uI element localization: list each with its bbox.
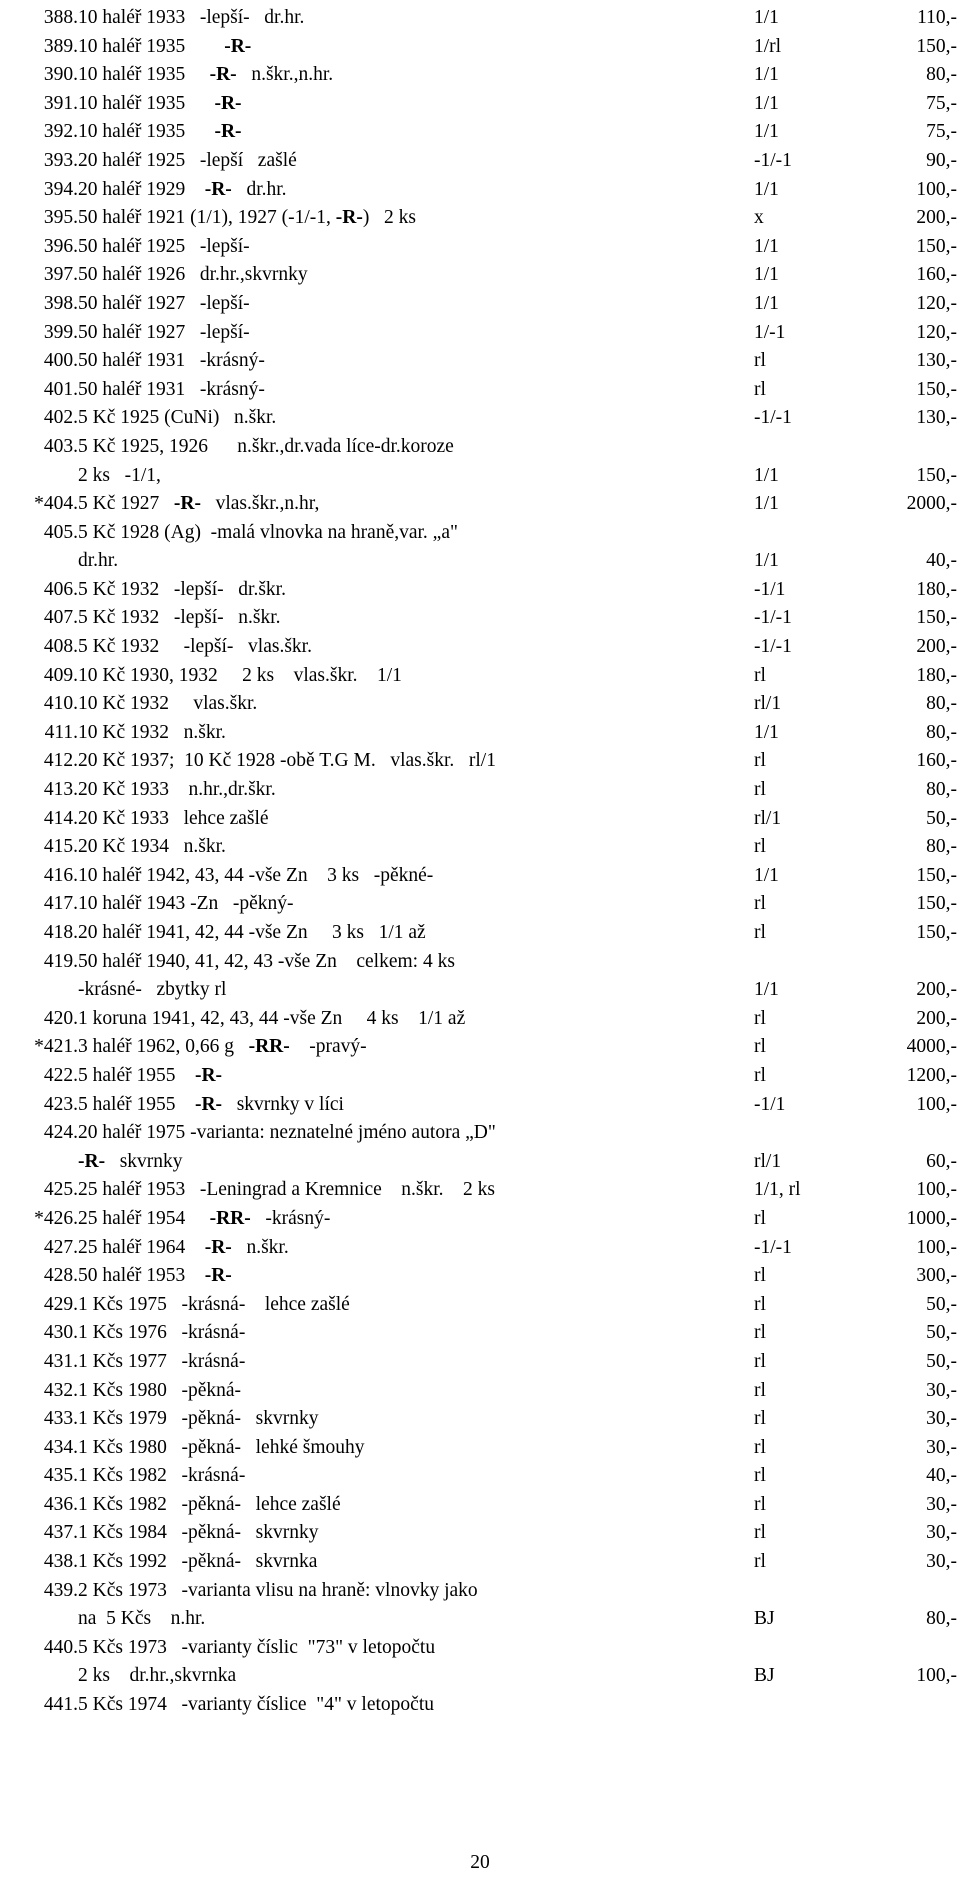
entry-price: 30,- [926,1408,957,1430]
entry-grade: 1/1 [754,121,779,143]
entry-description: 20 haléř 1975 -varianta: neznatelné jméno autora „D" [78,1122,496,1144]
catalog-entry [0,61,960,90]
entry-grade: x [754,207,764,229]
entry-grade: 1/1 [754,64,779,86]
entry-price: 60,- [926,1150,957,1172]
entry-description: 1 koruna 1941, 42, 43, 44 -vše Zn 4 ks 1/1 až [78,1007,466,1029]
entry-price: 100,- [916,1179,957,1201]
entry-grade: rl [754,664,766,686]
catalog-entry [0,1033,960,1062]
entry-description: 5 Kč 1932 -lepší- vlas.škr. [78,636,312,658]
entry-grade: rl [754,779,766,801]
entry-grade: rl [754,1522,766,1544]
entry-price: 2000,- [906,493,957,515]
entry-price: 90,- [926,149,957,171]
entry-grade: rl [754,922,766,943]
entry-description: 20 haléř 1925 -lepší zašlé [78,149,297,171]
catalog-entry [0,33,960,62]
entry-number: 388. [43,7,78,28]
entry-number: 415. [43,836,78,858]
catalog-entry [0,204,960,233]
page-number: 20 [470,1852,490,1873]
entry-grade: 1/1 [754,92,779,114]
entry-number: 436. [43,1493,78,1515]
entry-grade: 1/1 [754,235,779,257]
entry-price: 150,- [916,922,957,943]
entry-grade: rl [754,1207,766,1229]
entry-number: 440. [43,1636,78,1658]
catalog-entry [0,290,960,319]
entry-grade: 1/1, rl [754,1179,801,1201]
entry-price: 160,- [916,750,957,772]
entry-price: 30,- [926,1493,957,1515]
entry-price: 1200,- [906,1064,957,1086]
entry-number: 405. [43,521,78,543]
entry-description: 50 haléř 1931 -krásný- [78,378,265,400]
entry-description: -R- skvrnky [78,1150,183,1172]
entry-price: 40,- [926,1465,957,1487]
entry-description: 2 Kčs 1973 -varianta vlisu na hraně: vlnovky jako [78,1579,478,1601]
entry-grade: rl [754,350,766,372]
entry-price: 150,- [916,607,957,629]
entry-price: 4000,- [906,1036,957,1058]
catalog-entry [0,147,960,176]
entry-price: 200,- [916,207,957,229]
entry-description: 25 haléř 1964 -R- n.škr. [78,1236,289,1258]
entry-number: 412. [43,750,78,772]
entry-number: 437. [43,1522,78,1544]
entry-description: 3 haléř 1962, 0,66 g -RR- -pravý- [78,1036,367,1058]
entry-price: 40,- [926,550,957,572]
catalog-entry [0,833,960,862]
entry-number: 433. [43,1408,78,1430]
entry-description: 1 Kčs 1982 -pěkná- lehce zašlé [78,1493,341,1515]
entry-description: 1 Kčs 1975 -krásná- lehce zašlé [78,1293,350,1315]
catalog-entry [0,1462,960,1491]
entry-price: 1000,- [906,1207,957,1229]
catalog-entry [0,948,960,977]
entry-description: 5 Kč 1928 (Ag) -malá vlnovka na hraně,var. „a" [78,521,458,543]
entry-description: 1 Kčs 1980 -pěkná- [78,1379,241,1401]
catalog-entry [0,976,960,1005]
entry-description: 1 Kčs 1976 -krásná- [78,1322,246,1344]
catalog-entry [0,433,960,462]
entry-description: 5 Kč 1925 (CuNi) n.škr. [78,407,277,429]
entry-number: 425. [43,1179,78,1201]
entry-grade: rl/1 [754,807,782,829]
entry-description: 2 ks dr.hr.,skvrnka [78,1665,237,1687]
entry-description: 5 Kč 1932 -lepší- dr.škr. [78,578,286,600]
catalog-entry [0,604,960,633]
entry-description: 25 haléř 1953 -Leningrad a Kremnice n.škr. 2 ks [78,1179,495,1201]
entry-price: 200,- [916,979,957,1001]
entry-price: 80,- [926,721,957,743]
entry-grade: rl [754,1064,766,1086]
entry-grade: 1/1 [754,864,779,886]
entry-number: 390. [43,64,78,86]
entry-grade: rl [754,1265,766,1287]
entry-description: 1 Kčs 1992 -pěkná- skvrnka [78,1551,318,1573]
entry-grade: rl [754,1551,766,1573]
entry-grade: rl/1 [754,693,782,715]
catalog-entry [0,747,960,776]
entry-price: 50,- [926,1293,957,1315]
entry-price: 180,- [916,578,957,600]
catalog-entry [0,319,960,348]
entry-grade: -1/-1 [754,407,792,429]
catalog-entry [0,404,960,433]
entry-price: 80,- [926,836,957,858]
entry-grade: rl [754,1036,766,1058]
catalog-entry [0,1062,960,1091]
entry-grade: 1/1 [754,493,779,515]
entry-price: 80,- [926,64,957,86]
catalog-entry [0,261,960,290]
entry-number: 432. [43,1379,78,1401]
catalog-entry [0,547,960,576]
entry-description: 5 haléř 1955 -R- skvrnky v líci [78,1093,344,1115]
entry-grade: 1/1 [754,292,779,314]
entry-description: 1 Kčs 1980 -pěkná- lehké šmouhy [78,1436,365,1458]
catalog-entry [0,719,960,748]
entry-grade: rl [754,1379,766,1401]
entry-grade: rl [754,1493,766,1515]
catalog-entry [0,1405,960,1434]
entry-number: 428. [43,1265,78,1287]
catalog-entry [0,919,960,948]
entry-price: 200,- [916,636,957,658]
entry-number: 398. [43,292,78,314]
entry-description: 25 haléř 1954 -RR- -krásný- [78,1207,331,1229]
catalog-entry [0,690,960,719]
entry-description: 10 haléř 1933 -lepší- dr.hr. [78,7,305,28]
entry-description: 10 haléř 1935 -R- n.škr.,n.hr. [78,64,334,86]
entry-description: 50 haléř 1921 (1/1), 1927 (-1/-1, -R-) 2 ks [78,207,416,229]
catalog-entry [0,662,960,691]
catalog-entry [0,576,960,605]
entry-number: 423. [43,1093,78,1115]
entry-grade: BJ [754,1608,775,1630]
entry-number: 397. [43,264,78,286]
entry-price: 80,- [926,1608,957,1630]
entry-description: 1 Kčs 1979 -pěkná- skvrnky [78,1408,319,1430]
catalog-entry [0,890,960,919]
entry-grade: rl [754,1350,766,1372]
entry-price: 100,- [916,1093,957,1115]
entry-description: 10 haléř 1943 -Zn -pěkný- [78,893,294,915]
entry-description: 5 Kčs 1974 -varianty číslice "4" v letopočtu [78,1694,434,1716]
entry-price: 300,- [916,1265,957,1287]
entry-number: 439. [43,1579,78,1601]
entry-description: 5 Kč 1927 -R- vlas.škr.,n.hr, [78,493,320,515]
catalog-entry [0,233,960,262]
entry-price: 30,- [926,1522,957,1544]
entry-description: 20 Kč 1937; 10 Kč 1928 -obě T.G M. vlas.škr. rl/1 [78,750,496,772]
entry-description: 50 haléř 1927 -lepší- [78,292,250,314]
entry-grade: rl [754,893,766,915]
entry-description: 50 haléř 1927 -lepší- [78,321,250,343]
entry-number: 424. [43,1122,78,1144]
entry-number: 406. [43,578,78,600]
entry-number: 418. [43,922,78,943]
entry-description: 50 haléř 1953 -R- [78,1265,232,1287]
entry-number: 409. [43,664,78,686]
entry-grade: 1/1 [754,178,779,200]
entry-price: 30,- [926,1436,957,1458]
catalog-entry [0,462,960,491]
catalog-entry [0,1319,960,1348]
entry-description: na 5 Kčs n.hr. [78,1608,206,1630]
entry-description: 50 haléř 1931 -krásný- [78,350,265,372]
entry-description: 20 haléř 1941, 42, 44 -vše Zn 3 ks 1/1 až [78,922,426,943]
entry-price: 30,- [926,1379,957,1401]
catalog-entry [0,1205,960,1234]
entry-description: 1 Kčs 1982 -krásná- [78,1465,246,1487]
entry-price: 80,- [926,693,957,715]
entry-price: 130,- [916,350,957,372]
entry-description: 10 haléř 1935 -R- [78,35,252,57]
catalog-entry [0,1691,960,1720]
entry-price: 200,- [916,1007,957,1029]
catalog-entry [0,776,960,805]
entry-price: 160,- [916,264,957,286]
entry-price: 150,- [916,378,957,400]
entry-number: 411. [44,721,78,743]
entry-number: 441. [43,1694,78,1716]
entry-number: 410. [43,693,78,715]
entry-grade: -1/-1 [754,636,792,658]
entry-grade: rl [754,836,766,858]
entry-description: dr.hr. [78,550,119,572]
entry-grade: 1/1 [754,979,779,1001]
entry-price: 50,- [926,1322,957,1344]
entry-number: 430. [43,1322,78,1344]
catalog-entry [0,1577,960,1606]
entry-number: 435. [43,1465,78,1487]
entry-number: 394. [43,178,78,200]
entry-number: 403. [43,435,78,457]
entry-price: 50,- [926,1350,957,1372]
entry-number: 416. [43,864,78,886]
entry-number: *426. [34,1207,78,1229]
entry-price: 150,- [916,864,957,886]
entry-description: 20 Kč 1933 lehce zašlé [78,807,269,829]
entry-description: 10 haléř 1942, 43, 44 -vše Zn 3 ks -pěkné- [78,864,434,886]
entry-grade: rl [754,1436,766,1458]
entry-grade: BJ [754,1665,775,1687]
entry-number: 413. [43,779,78,801]
catalog-entry [0,1234,960,1263]
catalog-entry [0,4,960,33]
entry-grade: 1/1 [754,464,779,486]
entry-grade: rl [754,1322,766,1344]
entry-number: 400. [43,350,78,372]
entry-description: 50 haléř 1940, 41, 42, 43 -vše Zn celkem: 4 ks [78,950,455,972]
entry-number: 389. [43,35,78,57]
catalog-entry [0,1434,960,1463]
catalog-entry [0,805,960,834]
entry-number: 391. [43,92,78,114]
entry-price: 30,- [926,1551,957,1573]
entry-grade: 1/1 [754,721,779,743]
entry-number: 414. [43,807,78,829]
catalog-entry [0,1091,960,1120]
entry-description: 10 haléř 1935 -R- [78,121,242,143]
catalog-entry [0,633,960,662]
entry-price: 110,- [917,7,957,28]
entry-number: 420. [43,1007,78,1029]
entry-description: 5 Kč 1932 -lepší- n.škr. [78,607,281,629]
catalog-entry [0,1519,960,1548]
entry-grade: rl [754,750,766,772]
entry-description: 20 haléř 1929 -R- dr.hr. [78,178,287,200]
entry-grade: 1/rl [754,35,782,57]
entry-grade: rl [754,1408,766,1430]
entry-description: 5 Kč 1925, 1926 n.škr.,dr.vada líce-dr.koroze [78,435,454,457]
entry-price: 120,- [916,292,957,314]
entry-number: 396. [43,235,78,257]
entry-grade: 1/-1 [754,321,786,343]
entry-number: 408. [43,636,78,658]
catalog-entry [0,519,960,548]
entry-grade: -1/1 [754,578,786,600]
entry-price: 100,- [916,1665,957,1687]
entry-price: 120,- [916,321,957,343]
catalog-entry [0,1491,960,1520]
entry-number: 395. [43,207,78,229]
entry-number: *404. [34,493,78,515]
catalog-entry [0,1119,960,1148]
entry-grade: -1/1 [754,1093,786,1115]
catalog-entry [0,490,960,519]
entry-description: 50 haléř 1926 dr.hr.,skvrnky [78,264,308,286]
entry-price: 100,- [916,178,957,200]
entry-price: 150,- [916,464,957,486]
entry-description: 20 Kč 1933 n.hr.,dr.škr. [78,779,276,801]
catalog-entry [0,1377,960,1406]
entry-number: 399. [43,321,78,343]
catalog-entry [0,1291,960,1320]
entry-number: 401. [43,378,78,400]
entry-grade: -1/-1 [754,607,792,629]
entry-grade: 1/1 [754,264,779,286]
entry-description: 5 Kčs 1973 -varianty číslic "73" v letopočtu [78,1636,436,1658]
entry-description: 10 haléř 1935 -R- [78,92,242,114]
entry-grade: rl [754,378,766,400]
entry-grade: rl [754,1293,766,1315]
catalog-entry [0,118,960,147]
entry-grade: 1/1 [754,7,779,28]
catalog-entry [0,90,960,119]
entry-number: 393. [43,149,78,171]
catalog-list [0,4,960,1720]
entry-description: 50 haléř 1925 -lepší- [78,235,250,257]
entry-description: 5 haléř 1955 -R- [78,1064,223,1086]
entry-description: 10 Kč 1930, 1932 2 ks vlas.škr. 1/1 [78,664,402,686]
entry-description: -krásné- zbytky rl [78,979,227,1001]
catalog-entry [0,347,960,376]
entry-price: 150,- [916,893,957,915]
entry-description: 20 Kč 1934 n.škr. [78,836,226,858]
catalog-entry [0,176,960,205]
entry-number: 429. [43,1293,78,1315]
entry-number: 431. [43,1350,78,1372]
entry-price: 150,- [916,235,957,257]
entry-price: 150,- [916,35,957,57]
entry-description: 10 Kč 1932 vlas.škr. [78,693,258,715]
entry-description: 10 Kč 1932 n.škr. [78,721,226,743]
entry-number: 407. [43,607,78,629]
entry-grade: 1/1 [754,550,779,572]
catalog-entry [0,1662,960,1691]
entry-grade: rl [754,1007,766,1029]
entry-number: *421. [34,1036,78,1058]
catalog-entry [0,862,960,891]
entry-number: 417. [43,893,78,915]
catalog-entry [0,1348,960,1377]
entry-description: 2 ks -1/1, [78,464,161,486]
entry-number: 422. [43,1064,78,1086]
entry-number: 402. [43,407,78,429]
catalog-entry [0,1262,960,1291]
catalog-entry [0,376,960,405]
entry-price: 80,- [926,779,957,801]
entry-number: 419. [43,950,78,972]
catalog-entry [0,1176,960,1205]
entry-price: 50,- [926,807,957,829]
entry-grade: -1/-1 [754,149,792,171]
catalog-entry [0,1148,960,1177]
entry-price: 180,- [916,664,957,686]
catalog-entry [0,1005,960,1034]
entry-grade: rl [754,1465,766,1487]
entry-number: 434. [43,1436,78,1458]
catalog-entry [0,1548,960,1577]
entry-price: 130,- [916,407,957,429]
entry-number: 427. [43,1236,78,1258]
entry-number: 392. [43,121,78,143]
catalog-entry [0,1605,960,1634]
entry-price: 75,- [926,121,957,143]
catalog-entry [0,1634,960,1663]
entry-price: 75,- [926,92,957,114]
entry-price: 100,- [916,1236,957,1258]
entry-grade: -1/-1 [754,1236,792,1258]
entry-number: 438. [43,1551,78,1573]
entry-description: 1 Kčs 1984 -pěkná- skvrnky [78,1522,319,1544]
entry-grade: rl/1 [754,1150,782,1172]
entry-description: 1 Kčs 1977 -krásná- [78,1350,246,1372]
